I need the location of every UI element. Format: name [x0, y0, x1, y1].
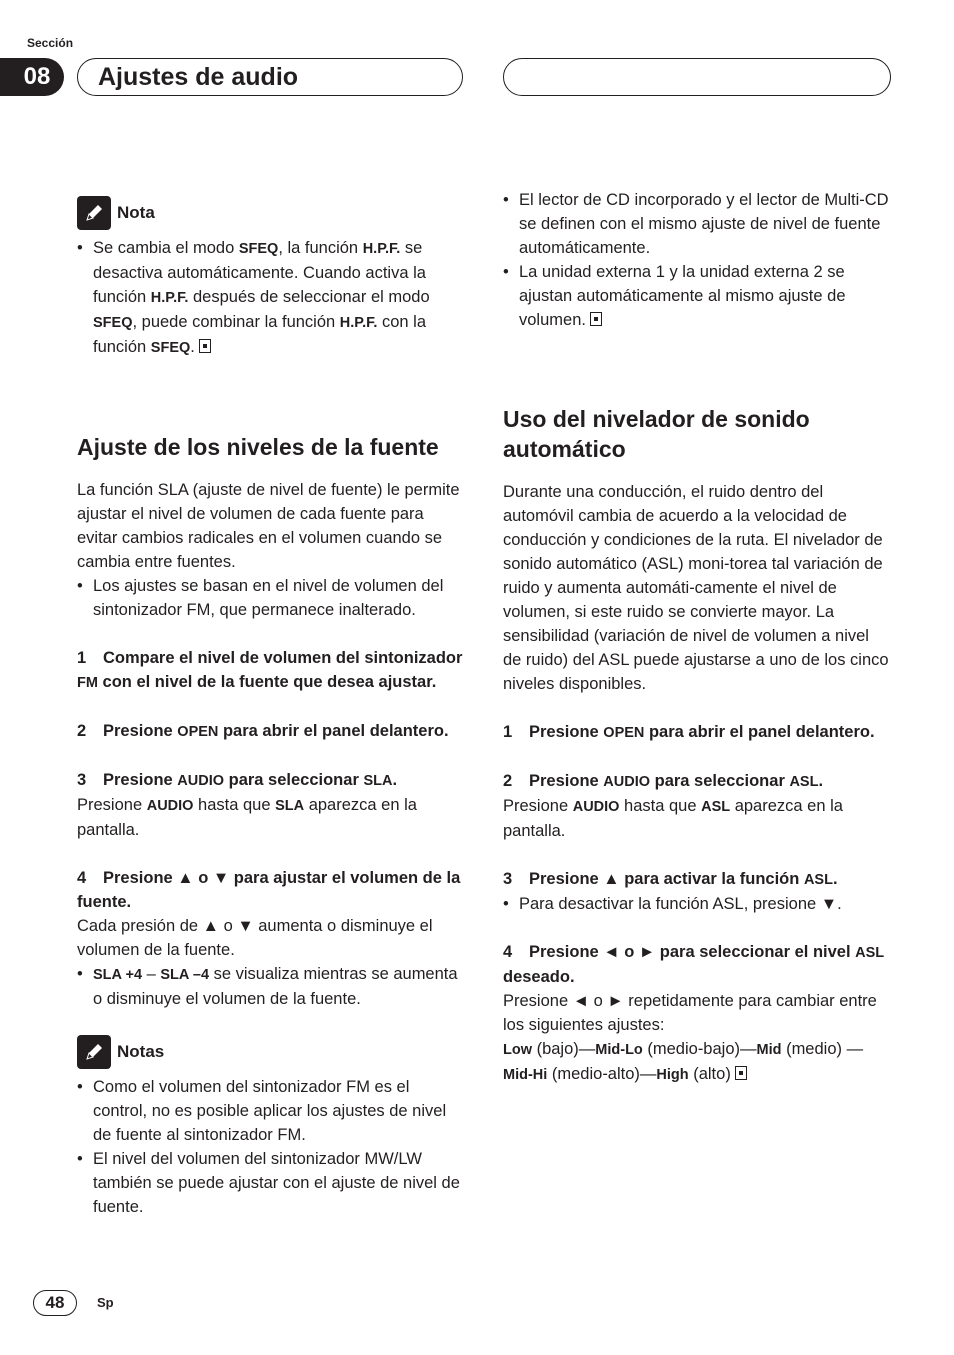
intro-bullet: • Los ajustes se basan en el nivel de volumen del sintonizador FM, que permanece inalterado. [77, 574, 465, 622]
asl-step-4-heading: 4 Presione ◄ o ► para seleccionar el nivel ASL deseado. [503, 943, 885, 986]
right-bullet-1: • El lector de CD incorporado y el lector de Multi-CD se definen con el mismo ajuste de nivel de fuente automáticamente. [503, 188, 891, 260]
step-3-heading: 3 Presione AUDIO para seleccionar SLA. [77, 771, 398, 789]
step-1-heading: 1 Compare el nivel de volumen del sintonizador FM con el nivel de la fuente que desea ajustar. [77, 649, 463, 691]
end-mark-icon [735, 1066, 747, 1080]
asl-step-2-body: Presione AUDIO hasta que ASL aparezca en la pantalla. [503, 797, 843, 840]
section-label: Sección [27, 36, 74, 50]
page-number: 48 [33, 1290, 77, 1316]
pencil-icon [77, 196, 111, 230]
page-title: Ajustes de audio [77, 58, 463, 96]
note-title: Nota [117, 203, 155, 222]
step-4-body: Cada presión de ▲ o ▼ aumenta o disminuye el volumen de la fuente. [77, 917, 433, 959]
pencil-icon [77, 1035, 111, 1069]
section-number: 08 [0, 58, 64, 96]
notes-bullet-2: • El nivel del volumen del sintonizador MW/LW también se puede ajustar con el ajuste de nivel de fuente. [77, 1147, 465, 1219]
step-2-heading: 2 Presione OPEN para abrir el panel delantero. [77, 722, 449, 740]
intro-paragraph: La función SLA (ajuste de nivel de fuente) le permite ajustar el nivel de volumen de cada fuente para evitar cambios radicales en el volumen cuando se cambia entre fuentes. [77, 481, 460, 571]
section-heading: Ajuste de los niveles de la fuente [77, 434, 439, 460]
note-bullet: • Se cambia el modo SFEQ, la función H.P.F. se desactiva automáticamente. Cuando activa la función H.P.F. después de seleccionar el modo SFEQ, puede combinar la función H.P.F. con la función SFEQ. [77, 236, 465, 360]
notes-title: Notas [117, 1042, 165, 1061]
right-bullet-2: • La unidad externa 1 y la unidad externa 2 se ajustan automáticamente al mismo ajuste de volumen. [503, 260, 891, 332]
asl-step-2-heading: 2 Presione AUDIO para seleccionar ASL. [503, 772, 824, 790]
asl-step-4-body: Presione ◄ o ► repetidamente para cambiar entre los siguientes ajustes: [503, 992, 877, 1034]
asl-step-3-heading: 3 Presione ▲ para activar la función ASL. [503, 870, 838, 888]
asl-step-1-heading: 1 Presione OPEN para abrir el panel delantero. [503, 723, 875, 741]
note-header [77, 196, 465, 230]
left-column [77, 196, 465, 1219]
section-heading-2: Uso del nivelador de sonido automático [503, 406, 810, 462]
step-3-body: Presione AUDIO hasta que SLA aparezca en la pantalla. [77, 796, 417, 839]
notes-header [77, 1035, 465, 1069]
notes-bullet-1: • Como el volumen del sintonizador FM es el control, no es posible aplicar los ajustes de nivel de fuente al sintonizador FM. [77, 1075, 465, 1147]
right-column [503, 188, 891, 1087]
step-4-bullet: • SLA +4 – SLA –4 se visualiza mientras se aumenta o disminuye el volumen de la fuente. [77, 962, 465, 1011]
step-4-heading: 4 Presione ▲ o ▼ para ajustar el volumen de la fuente. [77, 869, 461, 911]
asl-step-3-bullet: • Para desactivar la función ASL, presione ▼. [503, 892, 891, 916]
header-empty-box [503, 58, 891, 96]
language-label: Sp [97, 1295, 114, 1310]
asl-intro-paragraph: Durante una conducción, el ruido dentro del automóvil cambia de acuerdo a la velocidad de conducción y condiciones de la ruta. El nivelador de sonido automático (ASL) moni-torea tal variación de ruido y aumenta automáti-camente el nivel de volumen, si este ruido se convierte mayor. La sensibilidad (variación de nivel de volumen a nivel de ruido) del ASL puede ajustarse a uno de los cinco niveles disponibles. [503, 483, 889, 693]
end-mark-icon [590, 312, 602, 326]
end-mark-icon [199, 339, 211, 353]
asl-options: Low (bajo)—Mid-Lo (medio-bajo)—Mid (medio) —Mid-Hi (medio-alto)—High (alto) [503, 1040, 864, 1083]
